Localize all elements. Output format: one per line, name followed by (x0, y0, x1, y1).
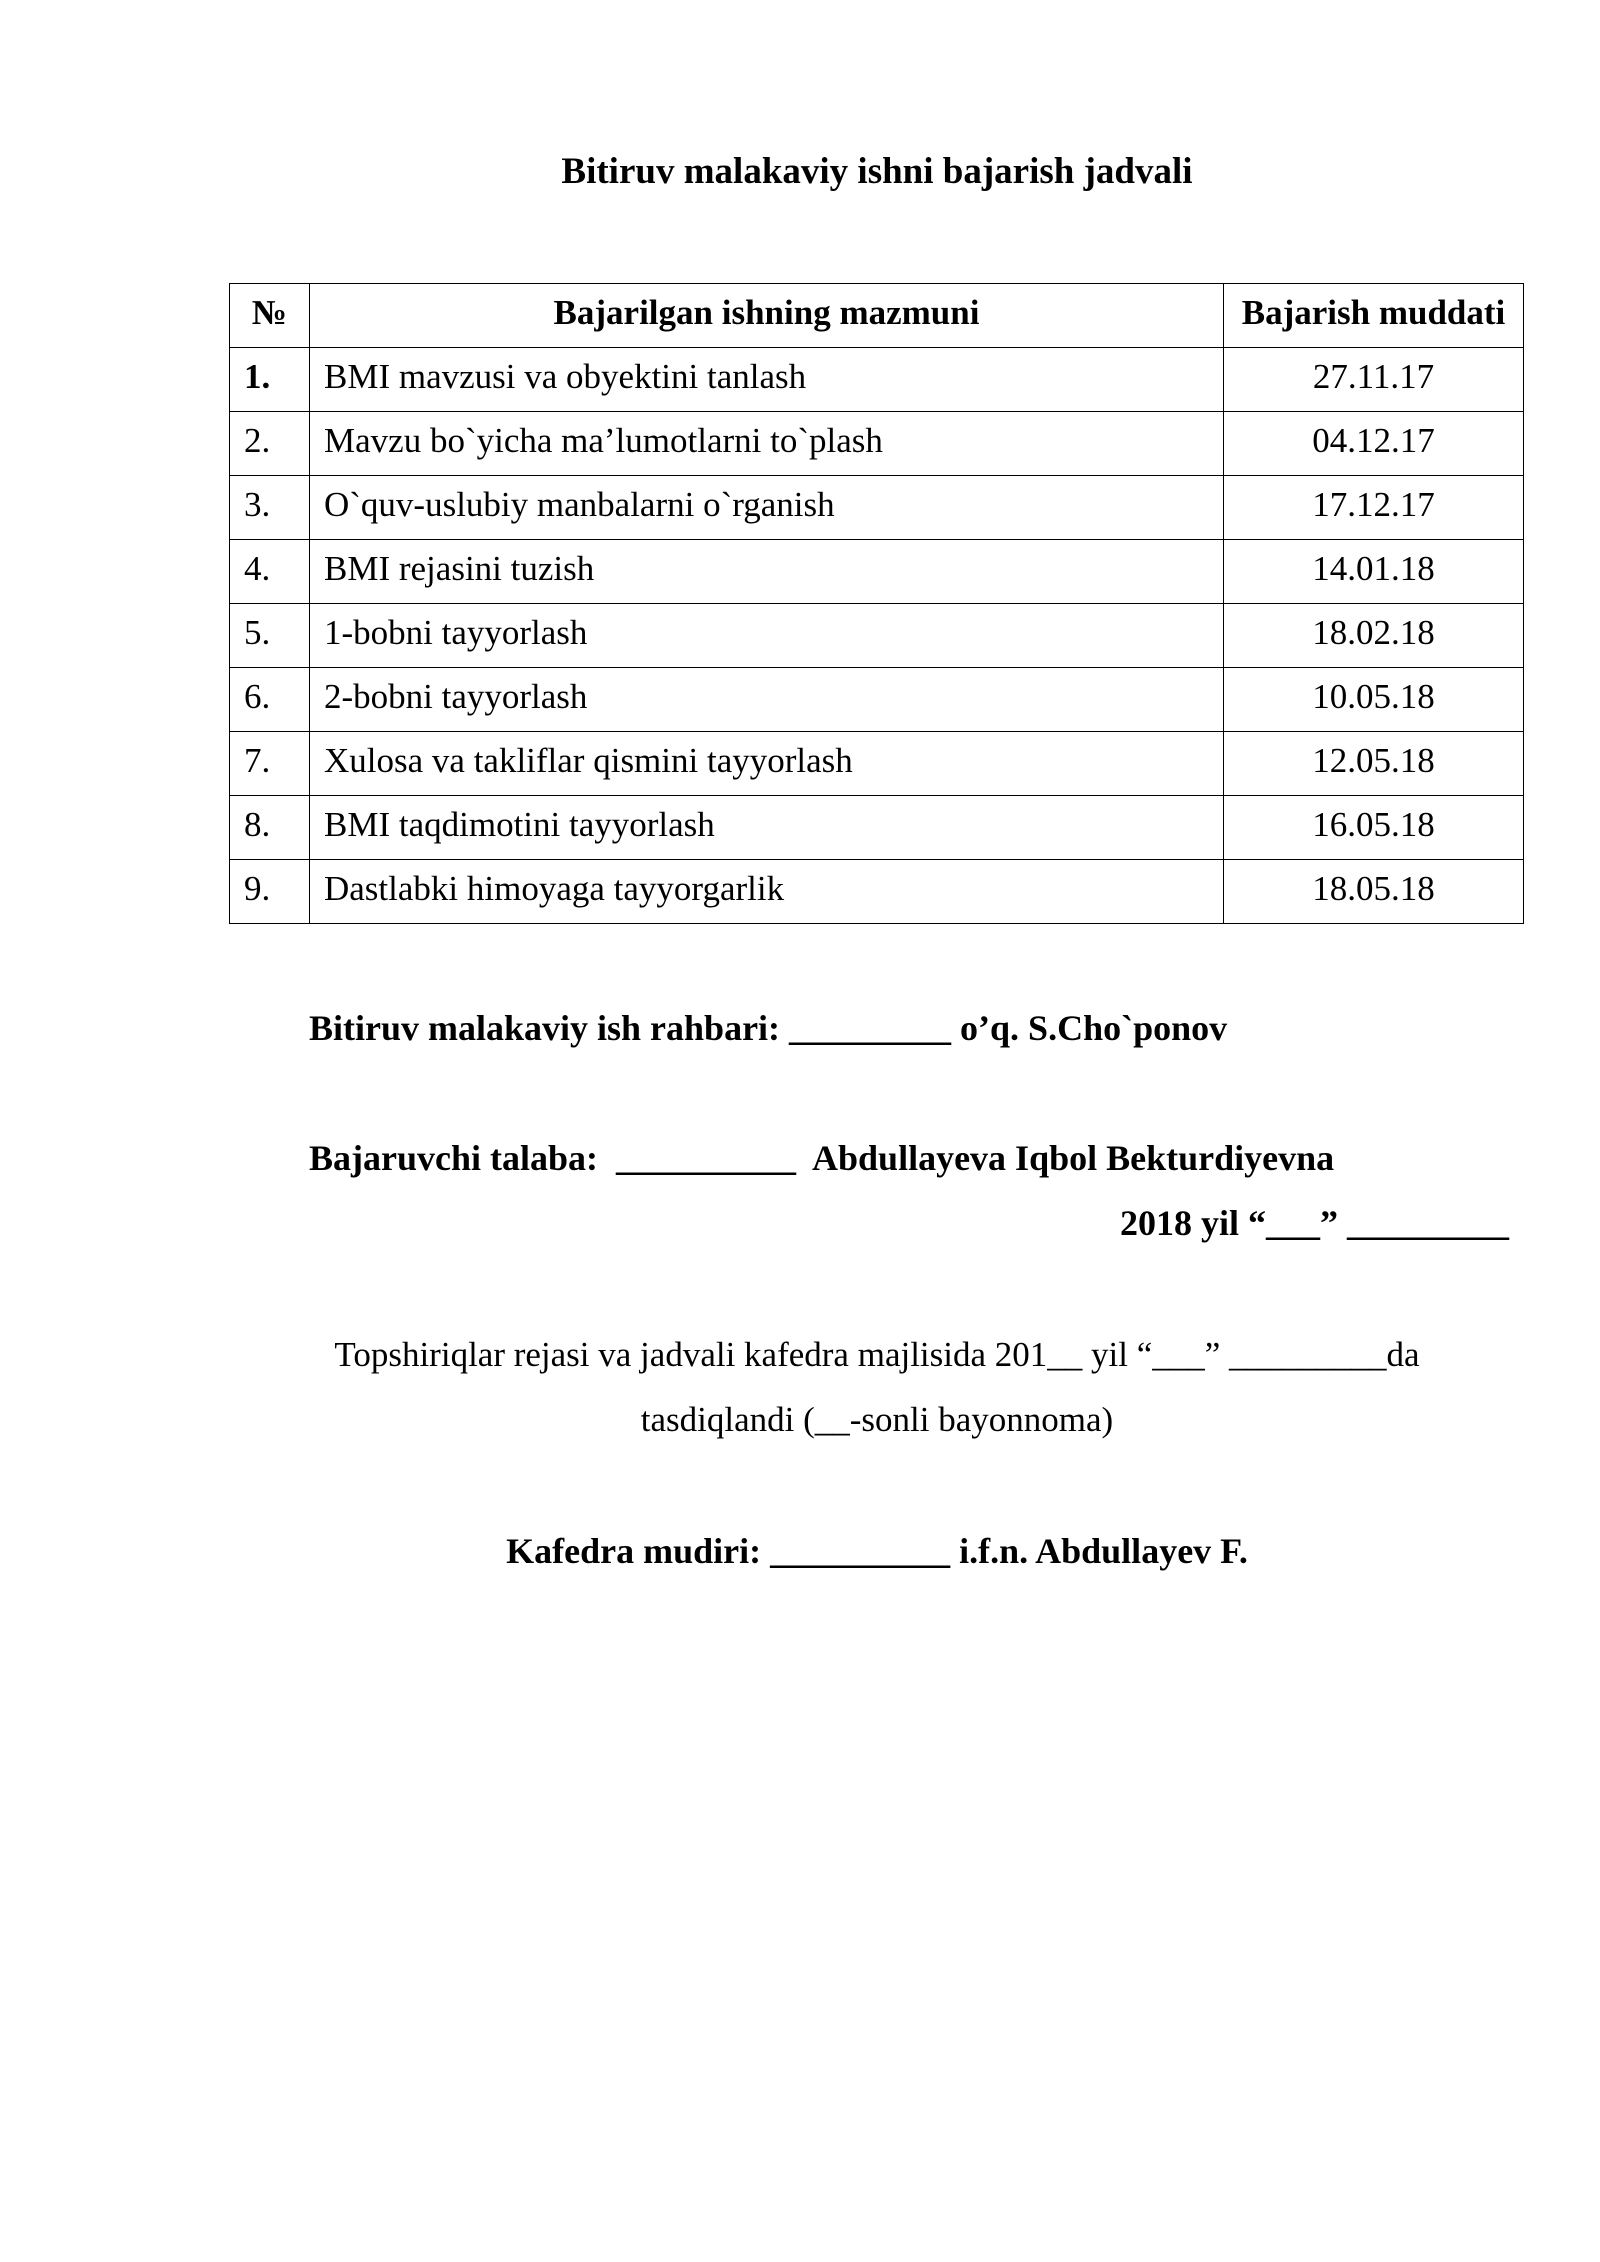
row-content: BMI rejasini tuzish (310, 540, 1224, 604)
row-deadline: 16.05.18 (1224, 796, 1524, 860)
row-content: BMI mavzusi va obyektini tanlash (310, 348, 1224, 412)
row-deadline: 04.12.17 (1224, 412, 1524, 476)
row-number: 9. (230, 860, 310, 924)
row-number: 5. (230, 604, 310, 668)
student-signature-line: Bajaruvchi talaba: __________ Abdullayeva Iqbol Bekturdiyevna (309, 1138, 1335, 1178)
table-row (230, 348, 1524, 412)
supervisor-signature-line: Bitiruv malakaviy ish rahbari: _________ o’q. S.Cho`ponov (309, 1008, 1228, 1048)
row-deadline: 18.02.18 (1224, 604, 1524, 668)
table-row (230, 860, 1524, 924)
row-deadline: 27.11.17 (1224, 348, 1524, 412)
signature-date-line: 2018 yil “___” _________ (1120, 1203, 1510, 1243)
row-deadline: 10.05.18 (1224, 668, 1524, 732)
table-header-row (230, 284, 1524, 348)
row-number: 6. (230, 668, 310, 732)
row-number: 4. (230, 540, 310, 604)
row-content: 2-bobni tayyorlash (310, 668, 1224, 732)
table-row (230, 540, 1524, 604)
approval-line-2: tasdiqlandi (__-sonli bayonnoma) (640, 1400, 1114, 1439)
table-row (230, 796, 1524, 860)
schedule-table (229, 283, 1524, 924)
row-number: 7. (230, 732, 310, 796)
table-row (230, 412, 1524, 476)
row-deadline: 18.05.18 (1224, 860, 1524, 924)
table-row (230, 604, 1524, 668)
header-content: Bajarilgan ishning mazmuni (310, 284, 1224, 348)
row-number: 3. (230, 476, 310, 540)
header-number: № (230, 284, 310, 348)
table-row (230, 668, 1524, 732)
row-content: Xulosa va takliflar qismini tayyorlash (310, 732, 1224, 796)
approval-line-1: Topshiriqlar rejasi va jadvali kafedra majlisida 201__ yil “___” _________da (334, 1335, 1420, 1374)
row-content: Mavzu bo`yicha ma’lumotlarni to`plash (310, 412, 1224, 476)
row-deadline: 17.12.17 (1224, 476, 1524, 540)
page-title: Bitiruv malakaviy ishni bajarish jadvali (561, 151, 1193, 192)
row-deadline: 14.01.18 (1224, 540, 1524, 604)
row-deadline: 12.05.18 (1224, 732, 1524, 796)
row-content: O`quv-uslubiy manbalarni o`rganish (310, 476, 1224, 540)
row-number: 2. (230, 412, 310, 476)
table-row (230, 476, 1524, 540)
head-of-department-line: Kafedra mudiri: __________ i.f.n. Abdullayev F. (506, 1531, 1248, 1571)
row-content: 1-bobni tayyorlash (310, 604, 1224, 668)
row-number: 1. (230, 348, 310, 412)
row-content: Dastlabki himoyaga tayyorgarlik (310, 860, 1224, 924)
table-row (230, 732, 1524, 796)
row-number: 8. (230, 796, 310, 860)
row-content: BMI taqdimotini tayyorlash (310, 796, 1224, 860)
header-deadline: Bajarish muddati (1224, 284, 1524, 348)
